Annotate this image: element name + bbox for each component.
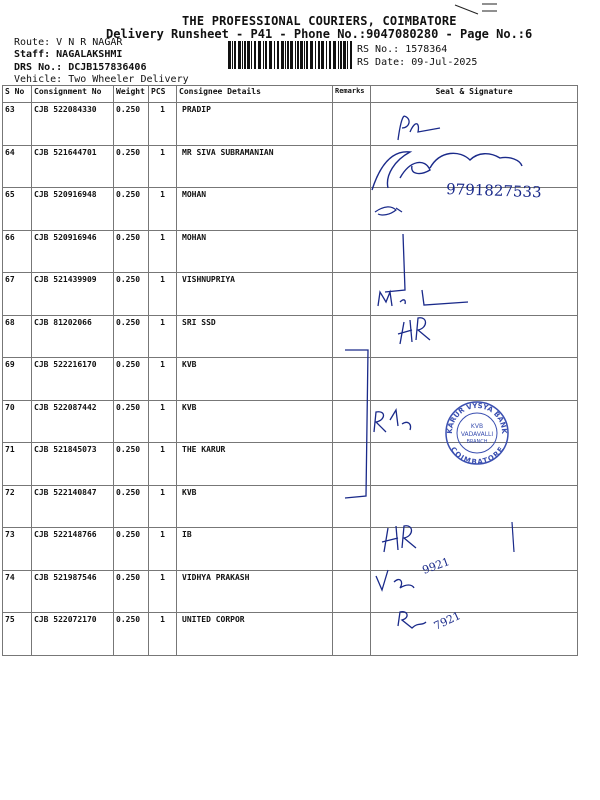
cell-remarks bbox=[333, 485, 371, 528]
cell-consignee: THE KARUR bbox=[177, 443, 333, 486]
cell-seal-signature bbox=[371, 145, 578, 188]
cell-remarks bbox=[333, 103, 371, 146]
barcode-bar bbox=[251, 41, 252, 69]
cell-sno: 70 bbox=[3, 400, 32, 443]
cell-consignment-no: CJB 522216170 bbox=[32, 358, 114, 401]
table-row bbox=[3, 145, 578, 188]
vehicle-value: Two Wheeler Delivery bbox=[68, 74, 189, 85]
runsheet-table bbox=[2, 85, 578, 656]
barcode-bar bbox=[234, 41, 236, 69]
rs-no-value: 1578364 bbox=[405, 44, 448, 55]
stamp-text-bottom: COIMBATORE bbox=[448, 445, 506, 467]
drs-line bbox=[14, 62, 146, 73]
table-row bbox=[3, 570, 578, 613]
barcode-bar bbox=[318, 41, 320, 69]
cell-remarks bbox=[333, 315, 371, 358]
cell-pcs: 1 bbox=[149, 613, 177, 656]
cell-consignment-no: CJB 522072170 bbox=[32, 613, 114, 656]
cell-remarks bbox=[333, 400, 371, 443]
cell-sno: 65 bbox=[3, 188, 32, 231]
cell-remarks bbox=[333, 145, 371, 188]
barcode-bar bbox=[274, 41, 275, 69]
cell-seal-signature bbox=[371, 358, 578, 401]
barcode-bar bbox=[290, 41, 293, 69]
cell-weight: 0.250 bbox=[114, 613, 149, 656]
table-row bbox=[3, 103, 578, 146]
cell-seal-signature bbox=[371, 570, 578, 613]
cell-pcs: 1 bbox=[149, 443, 177, 486]
barcode-bar bbox=[338, 41, 339, 69]
cell-pcs: 1 bbox=[149, 188, 177, 231]
cell-seal-signature bbox=[371, 273, 578, 316]
cell-consignment-no: CJB 521439909 bbox=[32, 273, 114, 316]
cell-consignment-no: CJB 520916946 bbox=[32, 230, 114, 273]
rs-no-label: RS No.: bbox=[357, 44, 400, 55]
rs-date-label: RS Date: bbox=[357, 57, 406, 68]
cell-consignee: MOHAN bbox=[177, 188, 333, 231]
cell-weight: 0.250 bbox=[114, 230, 149, 273]
cell-pcs: 1 bbox=[149, 273, 177, 316]
table-row bbox=[3, 273, 578, 316]
barcode-bar bbox=[295, 41, 296, 69]
handwritten-note-row-75: 7921 bbox=[431, 609, 463, 633]
table-row bbox=[3, 528, 578, 571]
sheet-subtitle: Delivery Runsheet - P41 - Phone No.:9047080280 - Page No.:6 bbox=[106, 27, 533, 41]
cell-seal-signature bbox=[371, 188, 578, 231]
barcode-bar bbox=[287, 41, 289, 69]
cell-pcs: 1 bbox=[149, 230, 177, 273]
cell-weight: 0.250 bbox=[114, 145, 149, 188]
barcode-bar bbox=[238, 41, 241, 69]
table-row bbox=[3, 485, 578, 528]
barcode-bar bbox=[263, 41, 264, 69]
cell-pcs: 1 bbox=[149, 485, 177, 528]
cell-pcs: 1 bbox=[149, 358, 177, 401]
cell-pcs: 1 bbox=[149, 400, 177, 443]
cell-consignment-no: CJB 522148766 bbox=[32, 528, 114, 571]
cell-weight: 0.250 bbox=[114, 103, 149, 146]
rs-no-line bbox=[357, 44, 447, 55]
table-row bbox=[3, 443, 578, 486]
cell-seal-signature bbox=[371, 230, 578, 273]
barcode-bar bbox=[254, 41, 256, 69]
barcode-bar bbox=[347, 41, 348, 69]
barcode-bar bbox=[304, 41, 305, 69]
cell-pcs: 1 bbox=[149, 315, 177, 358]
stamp-center-1: KVB bbox=[470, 423, 484, 430]
cell-consignee: UNITED CORPOR bbox=[177, 613, 333, 656]
barcode-bar bbox=[350, 41, 352, 69]
cell-seal-signature bbox=[371, 443, 578, 486]
table-row bbox=[3, 613, 578, 656]
barcode-bar bbox=[242, 41, 243, 69]
cell-seal-signature bbox=[371, 315, 578, 358]
barcode-bar bbox=[326, 41, 327, 69]
handwritten-phone-row-65: 9791827533 bbox=[445, 180, 542, 202]
route-value: V N R NAGAR bbox=[56, 37, 123, 48]
cell-sno: 68 bbox=[3, 315, 32, 358]
cell-consignment-no: CJB 81202066 bbox=[32, 315, 114, 358]
col-header-remarks: Remarks bbox=[333, 86, 371, 103]
barcode-bar bbox=[285, 41, 286, 69]
barcode-bar bbox=[269, 41, 272, 69]
cell-weight: 0.250 bbox=[114, 188, 149, 231]
cell-remarks bbox=[333, 570, 371, 613]
cell-sno: 67 bbox=[3, 273, 32, 316]
barcode-bar bbox=[321, 41, 324, 69]
cell-consignee: MOHAN bbox=[177, 230, 333, 273]
barcode-bar bbox=[300, 41, 303, 69]
cell-pcs: 1 bbox=[149, 528, 177, 571]
col-header-weight: Weight bbox=[114, 86, 149, 103]
cell-consignee: MR SIVA SUBRAMANIAN bbox=[177, 145, 333, 188]
col-header-consignee: Consignee Details bbox=[177, 86, 333, 103]
cell-consignment-no: CJB 522140847 bbox=[32, 485, 114, 528]
barcode-bar bbox=[329, 41, 331, 69]
cell-pcs: 1 bbox=[149, 570, 177, 613]
cell-remarks bbox=[333, 188, 371, 231]
barcode-bar bbox=[343, 41, 346, 69]
barcode-image bbox=[228, 41, 352, 69]
table-row bbox=[3, 358, 578, 401]
barcode-bar bbox=[232, 41, 233, 69]
cell-weight: 0.250 bbox=[114, 273, 149, 316]
barcode-bar bbox=[306, 41, 308, 69]
cell-consignment-no: CJB 521987546 bbox=[32, 570, 114, 613]
col-header-seal-signature: Seal & Signature bbox=[371, 86, 578, 103]
rs-date-value: 09-Jul-2025 bbox=[411, 57, 478, 68]
cell-seal-signature bbox=[371, 613, 578, 656]
cell-remarks bbox=[333, 273, 371, 316]
barcode-bar bbox=[315, 41, 316, 69]
cell-seal-signature bbox=[371, 528, 578, 571]
cell-remarks bbox=[333, 613, 371, 656]
vehicle-line bbox=[14, 74, 189, 85]
col-header-pcs: PCS bbox=[149, 86, 177, 103]
barcode-bar bbox=[340, 41, 342, 69]
barcode-bar bbox=[333, 41, 336, 69]
cell-sno: 66 bbox=[3, 230, 32, 273]
table-row bbox=[3, 230, 578, 273]
cell-sno: 71 bbox=[3, 443, 32, 486]
cell-sno: 75 bbox=[3, 613, 32, 656]
stamp-text-top: KARUR VYSYA BANK bbox=[445, 401, 509, 435]
barcode-bar bbox=[297, 41, 299, 69]
cell-pcs: 1 bbox=[149, 103, 177, 146]
barcode-bar bbox=[244, 41, 246, 69]
table-header-row bbox=[3, 86, 578, 103]
cell-consignee: KVB bbox=[177, 400, 333, 443]
cell-remarks bbox=[333, 358, 371, 401]
cell-sno: 72 bbox=[3, 485, 32, 528]
cell-consignee: VISHNUPRIYA bbox=[177, 273, 333, 316]
cell-weight: 0.250 bbox=[114, 570, 149, 613]
cell-consignee: SRI SSD bbox=[177, 315, 333, 358]
handwritten-note-row-74: 9921 bbox=[420, 555, 452, 577]
cell-weight: 0.250 bbox=[114, 528, 149, 571]
cell-consignment-no: CJB 521644701 bbox=[32, 145, 114, 188]
drs-label: DRS No.: bbox=[14, 62, 63, 73]
cell-weight: 0.250 bbox=[114, 443, 149, 486]
barcode-bar bbox=[310, 41, 313, 69]
cell-sno: 73 bbox=[3, 528, 32, 571]
barcode-bar bbox=[228, 41, 231, 69]
rs-date-line bbox=[357, 57, 477, 68]
col-header-sno: S No bbox=[3, 86, 32, 103]
cell-weight: 0.250 bbox=[114, 485, 149, 528]
cell-consignment-no: CJB 520916948 bbox=[32, 188, 114, 231]
cell-consignee: IB bbox=[177, 528, 333, 571]
cell-seal-signature bbox=[371, 485, 578, 528]
cell-consignee: KVB bbox=[177, 358, 333, 401]
cell-seal-signature bbox=[371, 400, 578, 443]
cell-consignee: KVB bbox=[177, 485, 333, 528]
route-line bbox=[14, 37, 122, 48]
cell-consignee: PRADIP bbox=[177, 103, 333, 146]
barcode-bar bbox=[247, 41, 250, 69]
staff-label: Staff: bbox=[14, 49, 51, 60]
cell-remarks bbox=[333, 443, 371, 486]
cell-sno: 74 bbox=[3, 570, 32, 613]
sheet-title: THE PROFESSIONAL COURIERS, COIMBATORE bbox=[182, 14, 457, 28]
vehicle-label: Vehicle: bbox=[14, 74, 63, 85]
cell-remarks bbox=[333, 528, 371, 571]
cell-consignment-no: CJB 522084330 bbox=[32, 103, 114, 146]
staff-line bbox=[14, 49, 122, 60]
cell-sno: 63 bbox=[3, 103, 32, 146]
stamp-center-2: VADAVALLI bbox=[460, 431, 494, 438]
cell-weight: 0.250 bbox=[114, 400, 149, 443]
cell-consignment-no: CJB 522087442 bbox=[32, 400, 114, 443]
barcode-bar bbox=[281, 41, 284, 69]
drs-value: DCJB157836406 bbox=[68, 62, 147, 73]
barcode-bar bbox=[277, 41, 279, 69]
col-header-consignment: Consignment No bbox=[32, 86, 114, 103]
cell-sno: 69 bbox=[3, 358, 32, 401]
cell-remarks bbox=[333, 230, 371, 273]
table-row bbox=[3, 188, 578, 231]
stamp-center-3: BRANCH bbox=[466, 439, 488, 445]
cell-consignment-no: CJB 521845073 bbox=[32, 443, 114, 486]
cell-weight: 0.250 bbox=[114, 358, 149, 401]
cell-consignee: VIDHYA PRAKASH bbox=[177, 570, 333, 613]
route-label: Route: bbox=[14, 37, 51, 48]
cell-weight: 0.250 bbox=[114, 315, 149, 358]
cell-seal-signature bbox=[371, 103, 578, 146]
barcode-bar bbox=[265, 41, 267, 69]
barcode-bar bbox=[258, 41, 261, 69]
table-row bbox=[3, 400, 578, 443]
cell-sno: 64 bbox=[3, 145, 32, 188]
staff-value: NAGALAKSHMI bbox=[56, 49, 123, 60]
table-row bbox=[3, 315, 578, 358]
cell-pcs: 1 bbox=[149, 145, 177, 188]
